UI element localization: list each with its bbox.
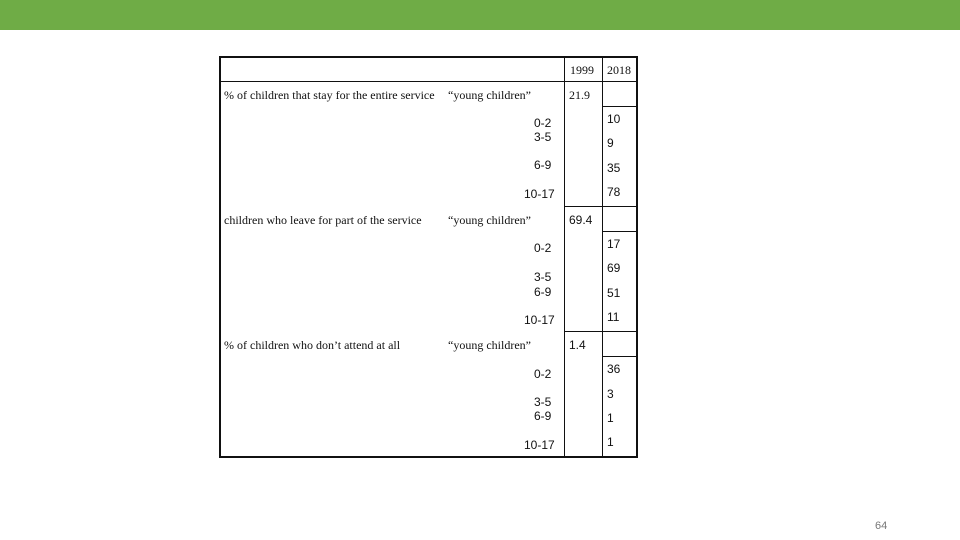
row-divider: [602, 356, 638, 357]
page-number: 64: [875, 520, 888, 532]
age-group-label: 0-2: [534, 367, 552, 381]
value-1999: 69.4: [569, 213, 593, 227]
table-border-top: [219, 56, 638, 58]
row-label-dont-attend: % of children who don’t attend at all: [224, 338, 401, 352]
year-header-1999: 1999: [570, 63, 594, 77]
value-1999: 1.4: [569, 338, 586, 352]
age-group-label: 3-5: [534, 395, 552, 409]
value-2018: 10: [607, 112, 621, 126]
row-label-leave-part-of-service: children who leave for part of the service: [224, 213, 422, 227]
table-border-bottom: [219, 456, 638, 458]
age-group-label: 10-17: [524, 313, 555, 327]
value-1999: 21.9: [569, 88, 590, 102]
header-row-divider: [219, 81, 638, 82]
age-group-label: 6-9: [534, 158, 552, 172]
value-2018: 69: [607, 261, 621, 275]
value-2018: 17: [607, 237, 621, 251]
age-group-label: 3-5: [534, 130, 552, 144]
age-group-label: 6-9: [534, 409, 552, 423]
row-divider: [602, 231, 638, 232]
row-label-stay-entire-service: % of children that stay for the entire service: [224, 88, 435, 102]
value-2018: 1: [607, 435, 614, 449]
top-accent-bar: [0, 0, 960, 30]
year-header-2018: 2018: [607, 63, 631, 77]
value-2018: 35: [607, 161, 621, 175]
value-2018: 78: [607, 185, 621, 199]
age-group-label: 10-17: [524, 438, 555, 452]
table-border-left: [219, 56, 221, 458]
column-divider-2018: [602, 56, 603, 458]
row-divider: [564, 206, 638, 207]
row-divider: [564, 331, 638, 332]
age-group-label: 3-5: [534, 270, 552, 284]
value-2018: 51: [607, 286, 621, 300]
row-divider: [602, 106, 638, 107]
age-group-label: 0-2: [534, 116, 552, 130]
young-children-label: “young children”: [448, 213, 531, 227]
young-children-label: “young children”: [448, 88, 531, 102]
table-border-right: [636, 56, 638, 458]
value-2018: 9: [607, 136, 614, 150]
age-group-label: 0-2: [534, 241, 552, 255]
value-2018: 1: [607, 411, 614, 425]
age-group-label: 10-17: [524, 187, 555, 201]
young-children-label: “young children”: [448, 338, 531, 352]
age-group-label: 6-9: [534, 285, 552, 299]
column-divider-1999: [564, 56, 565, 458]
value-2018: 3: [607, 387, 614, 401]
value-2018: 36: [607, 362, 621, 376]
value-2018: 11: [607, 310, 620, 324]
